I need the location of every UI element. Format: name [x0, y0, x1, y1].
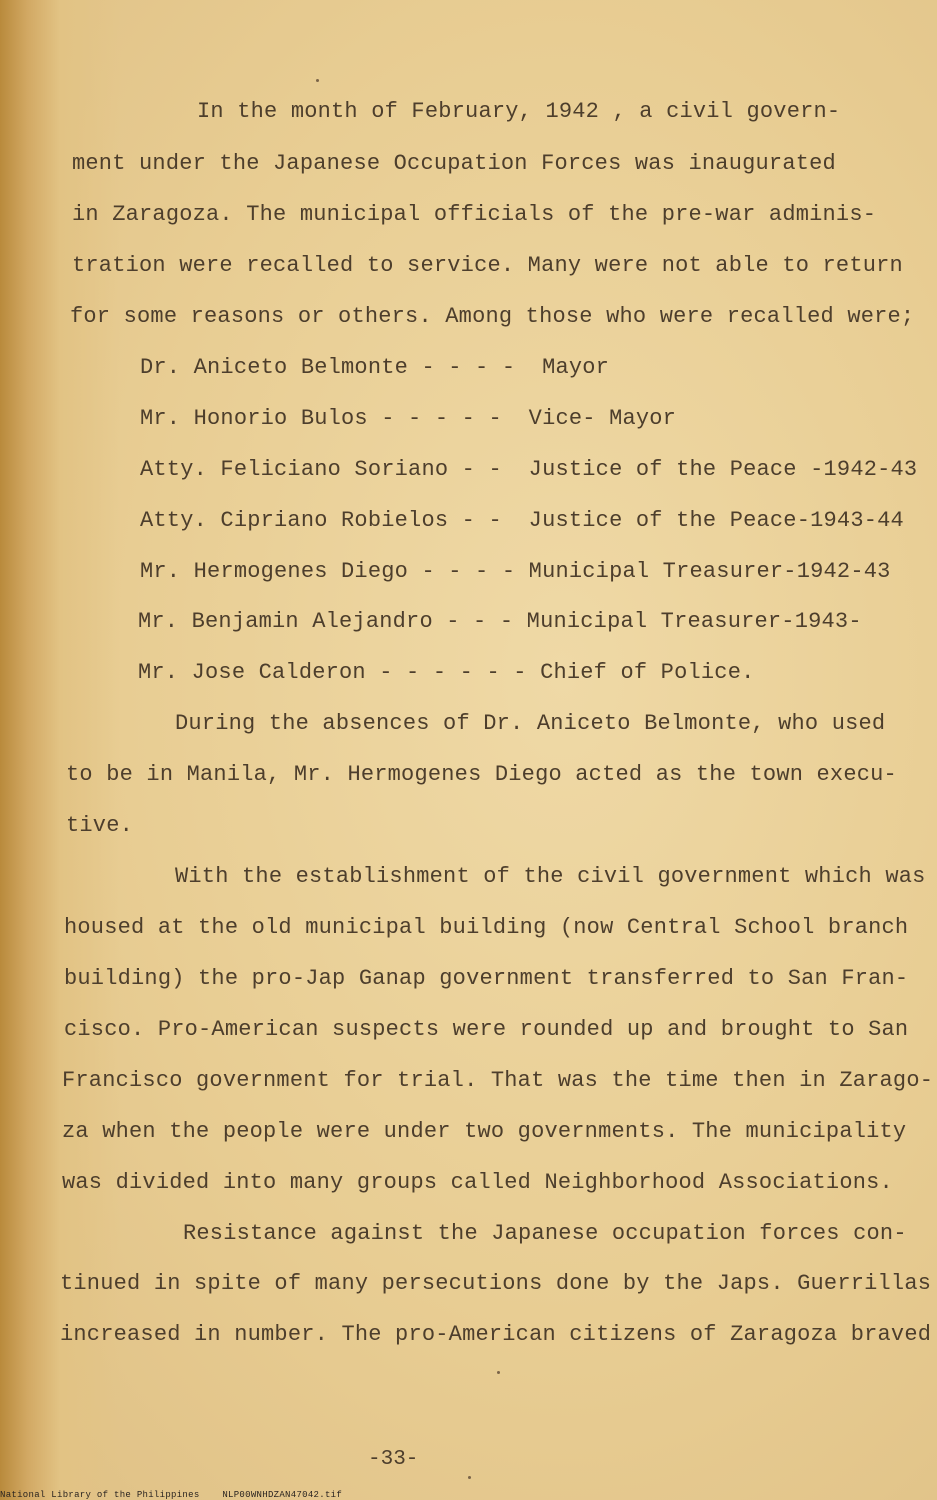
official-entry: Atty. Feliciano Soriano - - Justice of the Peace -1942-43 — [140, 457, 918, 482]
text-line: ment under the Japanese Occupation Forces was inaugurated — [72, 151, 836, 176]
scan-speck — [316, 79, 319, 82]
page-number: -33- — [368, 1448, 419, 1471]
text-line: tinued in spite of many persecutions done by the Japs. Guerrillas — [60, 1271, 932, 1296]
text-line: With the establishment of the civil government which was — [175, 864, 926, 889]
text-line: for some reasons or others. Among those who were recalled were; — [70, 304, 915, 329]
scan-speck — [497, 1371, 500, 1374]
official-entry: Mr. Jose Calderon - - - - - - Chief of Police. — [138, 660, 755, 685]
text-line: increased in number. The pro-American citizens of Zaragoza braved — [60, 1322, 932, 1347]
text-line: During the absences of Dr. Aniceto Belmonte, who used — [175, 711, 886, 736]
text-line: in Zaragoza. The municipal officials of the pre-war adminis- — [72, 202, 877, 227]
text-line: tive. — [66, 813, 134, 838]
text-line: to be in Manila, Mr. Hermogenes Diego acted as the town execu- — [66, 762, 897, 787]
text-line: In the month of February, 1942 , a civil govern- — [197, 99, 841, 124]
text-line: cisco. Pro-American suspects were rounded up and brought to San — [64, 1017, 909, 1042]
text-line: Francisco government for trial. That was the time then in Zarago- — [62, 1068, 934, 1093]
official-entry: Mr. Hermogenes Diego - - - - Municipal Treasurer-1942-43 — [140, 559, 891, 584]
text-line: za when the people were under two governments. The municipality — [62, 1119, 907, 1144]
text-line: tration were recalled to service. Many were not able to return — [72, 253, 903, 278]
scan-speck — [468, 1476, 471, 1479]
text-line: Resistance against the Japanese occupation forces con- — [183, 1221, 907, 1246]
official-entry: Mr. Benjamin Alejandro - - - Municipal Treasurer-1943- — [138, 609, 862, 634]
text-line: was divided into many groups called Neighborhood Associations. — [62, 1170, 893, 1195]
official-entry: Mr. Honorio Bulos - - - - - Vice- Mayor — [140, 406, 677, 431]
official-entry: Atty. Cipriano Robielos - - Justice of the Peace-1943-44 — [140, 508, 904, 533]
archive-footer: National Library of the Philippines NLP00WNHDZAN47042.tif — [0, 1490, 343, 1500]
text-line: housed at the old municipal building (now Central School branch — [64, 915, 909, 940]
official-entry: Dr. Aniceto Belmonte - - - - Mayor — [140, 355, 610, 380]
text-line: building) the pro-Jap Ganap government transferred to San Fran- — [64, 966, 909, 991]
